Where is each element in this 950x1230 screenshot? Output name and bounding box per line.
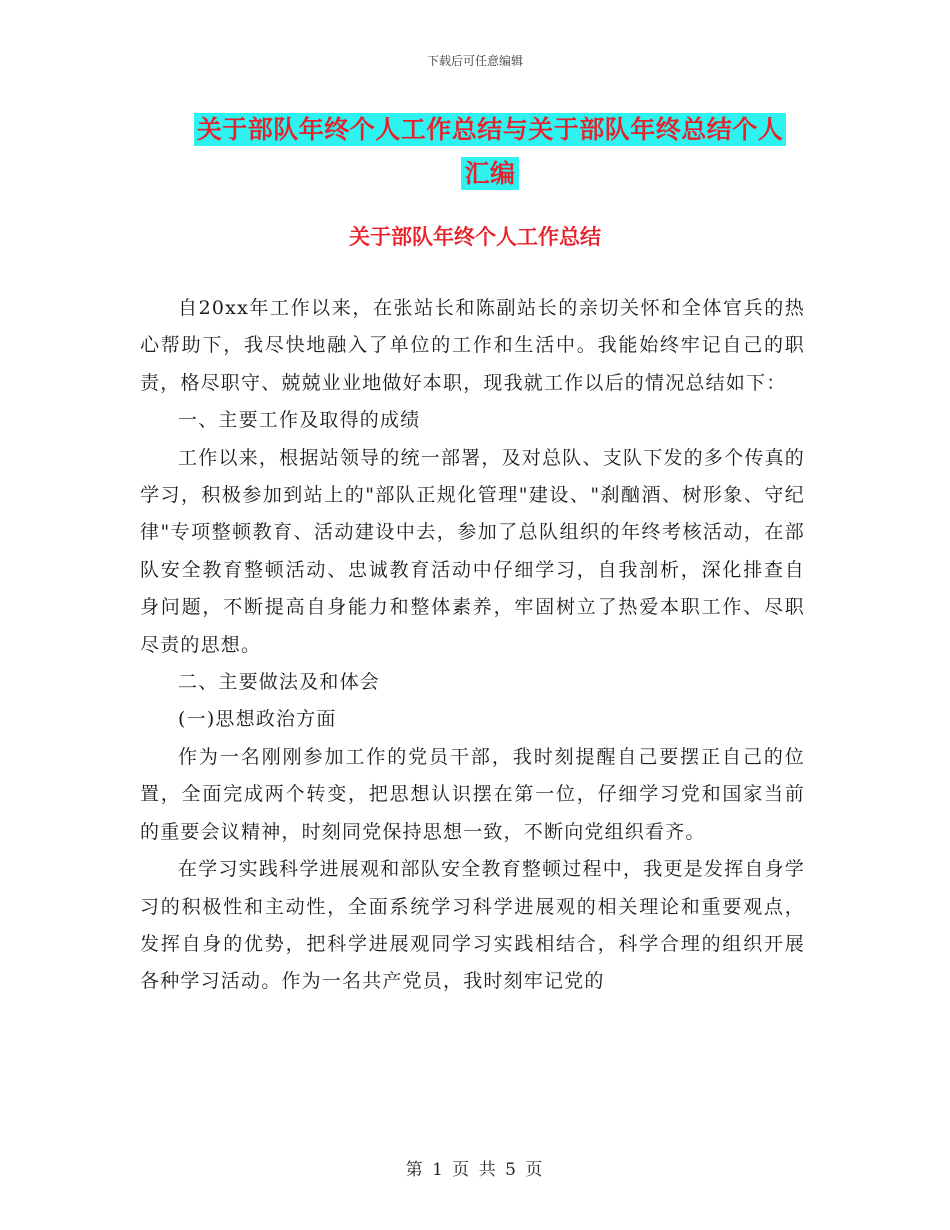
page-footer: 第 1 页 共 5 页 [405,1160,545,1180]
paragraph-ideology: 作为一名刚刚参加工作的党员干部，我时刻提醒自己要摆正自己的位置，全面完成两个转变，把思想认识摆在第一位，仔细学习党和国家当前的重要会议精神，时刻同党保持思想一致，不断向党组织看齐。 [140,745,805,843]
paragraph-study-practice: 在学习实践科学进展观和部队安全教育整顿过程中，我更是发挥自身学习的积极性和主动性，全面系统学习科学进展观的相关理论和重要观点，发挥自身的优势，把科学进展观同学习实践相结合，科学合理的组织开展各种学习活动。作为一名共产党员，我时刻牢记党的 [140,858,805,993]
header-note: 下载后可任意编辑 [426,54,523,68]
paragraph-main-work: 工作以来，根据站领导的统一部署，及对总队、支队下发的多个传真的学习，积极参加到站上的"部队正规化管理"建设、"刹酗酒、树形象、守纪律"专项整顿教育、活动建设中去，参加了总队组织的年终考核活动，在部队安全教育整顿活动、忠诚教育活动中仔细学习，自我剖析，深化排查自身问题，不断提高自身能力和整体素养，牢固树立了热爱本职工作、尽职尽责的思想。 [140,446,805,656]
paragraph-intro: 自20xx年工作以来，在张站长和陈副站长的亲切关怀和全体官兵的热心帮助下，我尽快地融入了单位的工作和生活中。我能始终牢记自己的职责，格尽职守、兢兢业业地做好本职，现我就工作以后的情况总结如下： [140,297,805,394]
document-title-line-2: 汇编 [461,157,518,190]
document-title [150,108,830,196]
body-content [140,290,805,1001]
heading-main-work: 一、主要工作及取得的成绩 [178,409,421,432]
section-title: 关于部队年终个人工作总结 [349,225,601,249]
heading-methods: 二、主要做法及和体会 [178,671,381,694]
subheading-ideology: (一)思想政治方面 [178,708,337,731]
document-title-line-1: 关于部队年终个人工作总结与关于部队年终总结个人 [194,113,787,146]
